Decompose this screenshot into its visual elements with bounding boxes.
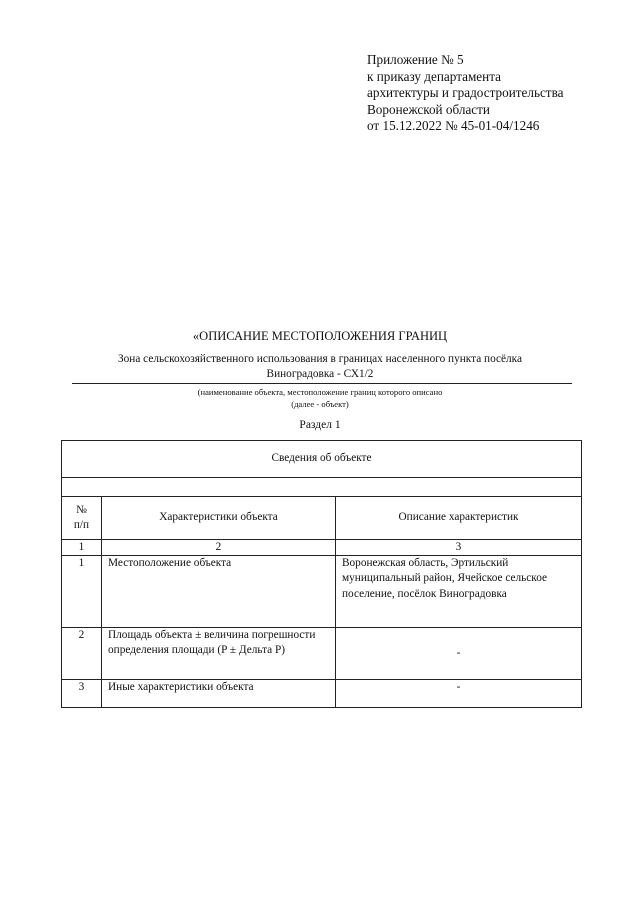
header-characteristics: Характеристики объекта <box>102 497 336 540</box>
appendix-line-3: архитектуры и градостроительства <box>367 85 564 101</box>
table-row <box>62 556 582 628</box>
appendix-block <box>367 52 563 135</box>
zone-name-line-1: Зона сельскохозяйственного использования в границах населенного пункта посёлка <box>117 353 523 365</box>
table-row <box>62 680 582 708</box>
appendix-line-4: Воронежской области <box>367 101 490 117</box>
row-characteristic: Площадь объекта ± величина погрешности определения площади (P ± Дельта P) <box>102 628 336 680</box>
table-caption: Сведения об объекте <box>62 441 582 478</box>
object-name-hint <box>0 386 640 410</box>
header-description: Описание характеристик <box>336 497 582 540</box>
document-title: «ОПИСАНИЕ МЕСТОПОЛОЖЕНИЯ ГРАНИЦ <box>192 329 448 343</box>
index-cell-1: 1 <box>62 540 102 556</box>
appendix-line-2: к приказу департамента <box>367 68 501 84</box>
row-characteristic: Местоположение объекта <box>102 556 336 628</box>
header-number-line-1: № <box>76 503 87 516</box>
row-description: - <box>336 680 582 708</box>
hint-line-1: (наименование объекта, местоположение границ которого описано <box>197 387 443 397</box>
row-description: Воронежская область, Эртильский муниципальный район, Ячейское сельское поселение, посёлок Виноградовка <box>336 556 582 628</box>
header-number-line-2: п/п <box>73 519 90 531</box>
index-cell-2: 2 <box>102 540 336 556</box>
row-number: 2 <box>62 628 102 680</box>
hint-line-2: (далее - объект) <box>291 399 349 409</box>
row-number: 3 <box>62 680 102 708</box>
table-row <box>62 628 582 680</box>
section-heading: Раздел 1 <box>299 419 341 431</box>
zone-name <box>60 352 580 382</box>
zone-name-line-2: Виноградовка - СХ1/2 <box>266 368 374 380</box>
object-info-table <box>61 440 582 708</box>
table-empty-row <box>62 478 582 497</box>
index-cell-3: 3 <box>336 540 582 556</box>
header-number <box>62 497 102 540</box>
row-characteristic: Иные характеристики объекта <box>102 680 336 708</box>
appendix-line-5: от 15.12.2022 № 45-01-04/1246 <box>367 118 540 134</box>
appendix-line-1: Приложение № 5 <box>367 52 464 67</box>
row-number: 1 <box>62 556 102 628</box>
underline-divider <box>72 383 572 384</box>
row-description: - <box>336 628 582 680</box>
